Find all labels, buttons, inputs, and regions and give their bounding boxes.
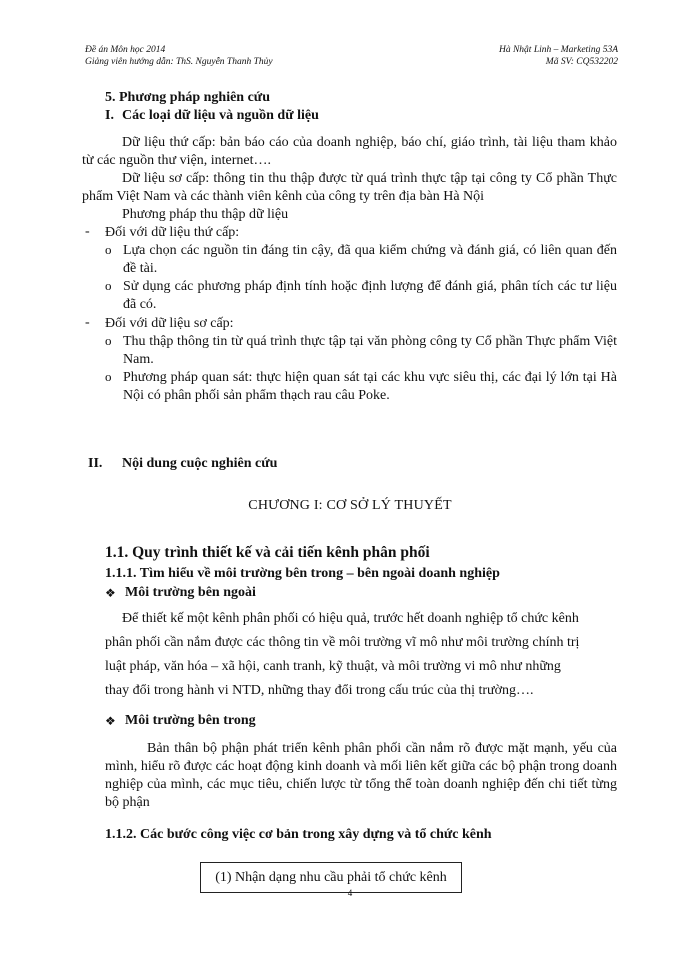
- heading-1-1-1: 1.1.1. Tìm hiểu về môi trường bên trong – bên ngoài doanh nghiệp: [105, 566, 500, 581]
- secondary-data-paragraph: Dữ liệu thứ cấp: bản báo cáo của doanh nghiệp, báo chí, giáo trình, tài liệu tham khảo từ các nguồn thư viện, internet….: [82, 135, 617, 168]
- header-course-title: Đề án Môn học 2014: [85, 45, 166, 55]
- internal-environment-paragraph: Bản thân bộ phận phát triển kênh phân phối cần nắm rõ được mặt mạnh, yếu của mình, hiểu rõ được các hoạt động kinh doanh và mối liên kết giữa các bộ phận trong doanh nghiệp của mình, các mục tiêu, chiến lược từ tổng thể toàn doanh nghiệp đến chi tiết từng bộ phận: [105, 741, 618, 810]
- section-5-title: 5. Phương pháp nghiên cứu: [105, 90, 270, 105]
- dash-bullet: -: [85, 224, 90, 239]
- external-text-line: thay đổi trong hành vi NTD, những thay đổi trong cấu trúc của thị trường….: [105, 683, 534, 698]
- diamond-bullet: ❖: [105, 714, 116, 728]
- external-text-line: Để thiết kế một kênh phân phối có hiệu quả, trước hết doanh nghiệp tổ chức kênh: [122, 611, 579, 626]
- section-II-number: II.: [88, 456, 103, 471]
- header-instructor: Giảng viên hướng dẫn: ThS. Nguyễn Thanh Thủy: [85, 57, 273, 67]
- header-student-id: Mã SV: CQ532202: [545, 57, 618, 67]
- subsection-I-title: Các loại dữ liệu và nguồn dữ liệu: [122, 108, 319, 123]
- flowchart-step-1: (1) Nhận dạng nhu cầu phải tổ chức kênh: [200, 862, 462, 893]
- heading-1-1: 1.1. Quy trình thiết kế và cải tiến kênh phân phối: [105, 544, 430, 561]
- header-author: Hà Nhật Linh – Marketing 53A: [498, 45, 618, 55]
- subsection-I-number: I.: [105, 108, 114, 123]
- dash-bullet: -: [85, 315, 90, 330]
- circle-bullet: o: [105, 333, 112, 348]
- primary-data-list-title: Đối với dữ liệu sơ cấp:: [105, 316, 234, 331]
- circle-bullet: o: [105, 278, 112, 293]
- internal-environment-title: Môi trường bên trong: [125, 713, 256, 728]
- list-item: Thu thập thông tin từ quá trình thực tập tại văn phòng công ty Cổ phần Thực phẩm Việt Nam.: [123, 334, 617, 367]
- circle-bullet: o: [105, 369, 112, 384]
- primary-data-paragraph: Dữ liệu sơ cấp: thông tin thu thập được từ quá trình thực tập tại công ty Cổ phần Thực phẩm Việt Nam và các thành viên kênh của công ty trên địa bàn Hà Nội: [82, 171, 617, 204]
- external-environment-title: Môi trường bên ngoài: [125, 585, 256, 600]
- chapter-title: CHƯƠNG I: CƠ SỞ LÝ THUYẾT: [248, 498, 452, 513]
- secondary-data-list-title: Đối với dữ liệu thứ cấp:: [105, 225, 240, 240]
- page-number: 4: [347, 888, 353, 898]
- external-text-line: phân phối cần nắm được các thông tin về môi trường vĩ mô như môi trường chính trị: [105, 635, 580, 650]
- list-item: Sử dụng các phương pháp định tính hoặc định lượng để đánh giá, phân tích các tư liệu đã có.: [123, 279, 617, 312]
- heading-1-1-2: 1.1.2. Các bước công việc cơ bản trong xây dựng và tổ chức kênh: [105, 827, 492, 842]
- external-text-line: luật pháp, văn hóa – xã hội, canh tranh, kỹ thuật, và môi trường vi mô như những: [105, 659, 561, 674]
- collection-method-heading: Phương pháp thu thập dữ liệu: [122, 207, 289, 222]
- circle-bullet: o: [105, 242, 112, 257]
- section-II-title: Nội dung cuộc nghiên cứu: [122, 456, 278, 471]
- diamond-bullet: ❖: [105, 586, 116, 600]
- list-item: Lựa chọn các nguồn tin đáng tin cậy, đã qua kiểm chứng và đánh giá, có liên quan đến đề tài.: [123, 243, 617, 276]
- list-item: Phương pháp quan sát: thực hiện quan sát tại các khu vực siêu thị, các đại lý lớn tại Hà Nội có phân phối sản phẩm thạch rau câu Poke.: [123, 370, 618, 403]
